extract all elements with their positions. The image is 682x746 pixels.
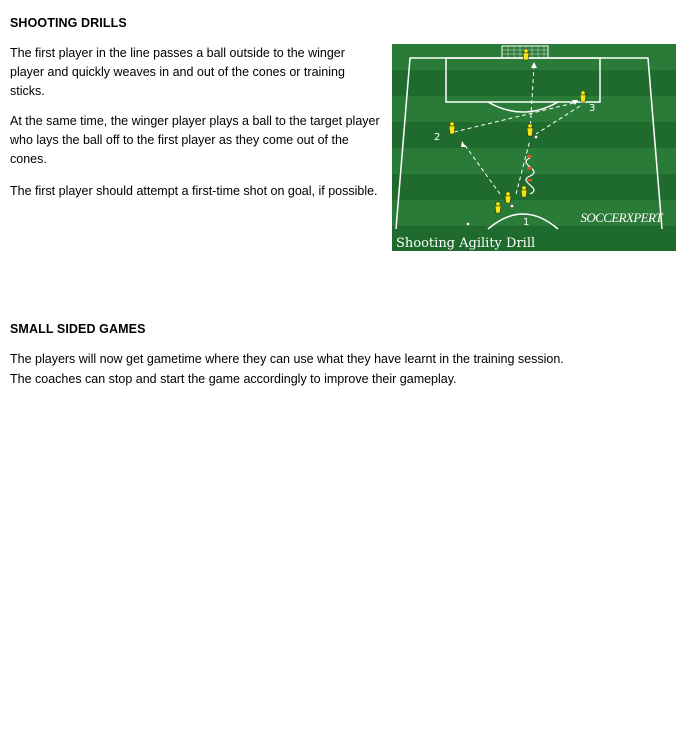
paragraph-drill-step-2: At the same time, the winger player plays a ball to the target player who lays the ball off to the first player as they come out of the cones. <box>10 114 380 166</box>
shooting-agility-drill-diagram <box>392 44 676 251</box>
figure-caption: Shooting Agility Drill <box>396 236 536 251</box>
paragraph-small-sided-1: The players will now get gametime where they can use what they have learnt in the training session. <box>10 352 564 366</box>
label-player-1: 1 <box>523 217 530 228</box>
section-heading-shooting-drills: SHOOTING DRILLS <box>10 16 127 30</box>
soccerxpert-logo: SOCCERXPERT <box>580 210 662 225</box>
label-player-2: 2 <box>434 132 441 143</box>
goalkeeper-player <box>523 49 529 60</box>
winger-player <box>580 91 586 102</box>
section-heading-small-sided-games: SMALL SIDED GAMES <box>10 322 146 336</box>
paragraph-drill-step-1: The first player in the line passes a ball outside to the winger player and quickly weaves in and out of the cones or training sticks. <box>10 46 345 98</box>
target-player <box>527 124 533 136</box>
paragraph-small-sided-2: The coaches can stop and start the game accordingly to improve their gameplay. <box>10 372 457 386</box>
paragraph-drill-step-3: The first player should attempt a first-time shot on goal, if possible. <box>10 184 378 198</box>
player-two <box>449 122 455 134</box>
label-player-3: 3 <box>589 103 596 114</box>
